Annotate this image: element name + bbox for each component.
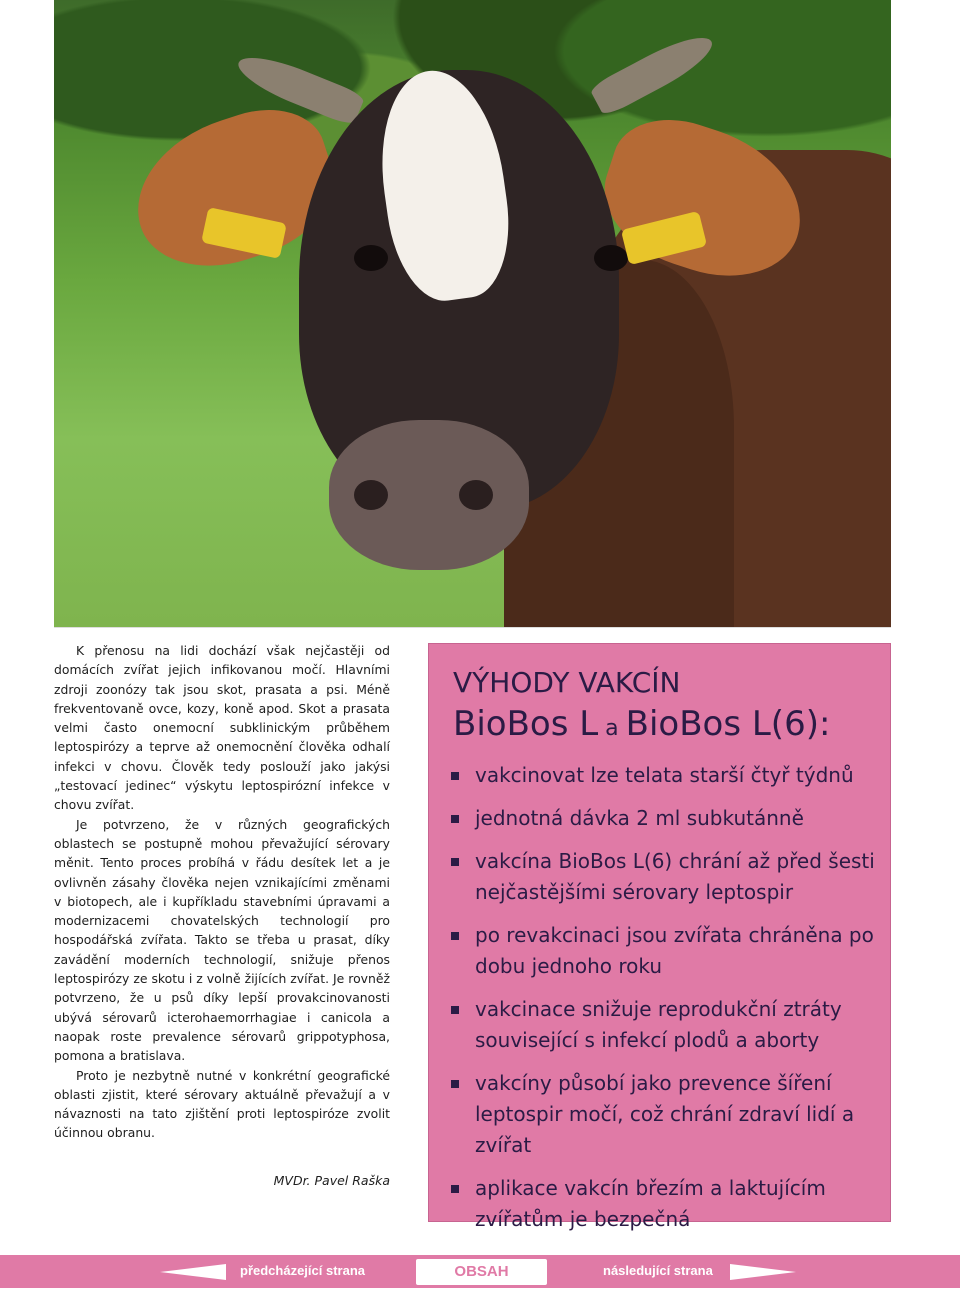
list-item-text: vakcinovat lze telata starší čtyř týdnů <box>475 763 854 787</box>
previous-page-link[interactable]: předcházející strana <box>240 1263 365 1278</box>
list-item <box>447 803 877 834</box>
list-item-text: aplikace vakcín březím a laktujícím zvířatům je bezpečná <box>475 1176 826 1231</box>
square-bullet-icon <box>451 1185 459 1193</box>
square-bullet-icon <box>451 815 459 823</box>
arrow-right-icon[interactable] <box>730 1264 796 1280</box>
cow-left-eye <box>354 245 388 271</box>
article-paragraph-3: Proto je nezbytně nutné v konkrétní geografické oblasti zjistit, které sérovary aktuálně převažují a v návaznosti na tato zjištění proti leptospiróze zvolit účinnou obranu. <box>54 1067 390 1141</box>
cow-right-eye <box>594 245 628 271</box>
advantages-product-title <box>453 704 830 744</box>
list-item-text: vakcína BioBos L(6) chrání až před šesti nejčastějšími sérovary leptospir <box>475 849 875 904</box>
article-text <box>54 641 390 1143</box>
list-item <box>447 760 877 791</box>
advantages-heading: VÝHODY VAKCÍN <box>453 666 681 699</box>
square-bullet-icon <box>451 1006 459 1014</box>
contents-button-label: OBSAH <box>454 1263 509 1280</box>
list-item <box>447 994 877 1056</box>
list-item-text: vakcíny působí jako prevence šíření leptospir močí, což chrání zdraví lidí a zvířat <box>475 1071 855 1157</box>
square-bullet-icon <box>451 932 459 940</box>
list-item <box>447 1173 877 1235</box>
contents-button[interactable] <box>416 1259 547 1285</box>
list-item <box>447 920 877 982</box>
cow-left-nostril <box>354 480 388 510</box>
cow-photo <box>54 0 891 628</box>
square-bullet-icon <box>451 1080 459 1088</box>
article-paragraph-1: K přenosu na lidi dochází však nejčastěji od domácích zvířat jejich infikovanou močí. Hlavními zdroji zoonózy tak jsou skot, prasata a psi. Méně frekventovaně ovce, kozy, koně apod. Skot a prasata velmi často onemocní subklinickým průběhem leptospirózy a teprve až onemocnění člověka odhalí infekci v chovu. Člověk tedy poslouží jako jakýsi „testovací jedinec“ výskytu leptospirózní infekce v chovu zvířat. <box>54 643 390 813</box>
product-conjunction: a <box>598 716 626 741</box>
list-item <box>447 1068 877 1161</box>
list-item <box>447 846 877 908</box>
vaccine-advantages-box <box>428 643 891 1231</box>
list-item-text: po revakcinaci jsou zvířata chráněna po dobu jednoho roku <box>475 923 874 978</box>
article-paragraph-2: Je potvrzeno, že v různých geografických oblastech se postupně mohou převažující sérovary měnit. Tento proces probíhá v řádu desítek let a je ovlivněn zásahy člověka nejen vznikajícími změnami v biotopech, ale i kupříkladu stavebními úpravami a modernizacemi chovatelských technologií pro hospodářská zvířata. Takto se třeba u prasat, díky zavádění moderních technologií, snižuje přenos leptospirózy ze skotu i z volně žijících zvířat. Je rovněž potvrzeno, že u psů díky lepší provakcinovanosti ubývá sérovarů icterohaemorrhagiae i canicola a naopak roste prevalence sérovarů grippotyphosa, pomona a bratislava. <box>54 816 390 1064</box>
square-bullet-icon <box>451 772 459 780</box>
square-bullet-icon <box>451 858 459 866</box>
product-name-2: BioBos L(6): <box>625 704 831 744</box>
product-name-1: BioBos L <box>453 704 599 744</box>
bottom-navigation-bar <box>0 1255 960 1288</box>
cow-right-nostril <box>459 480 493 510</box>
list-item-text: vakcinace snižuje reprodukční ztráty související s infekcí plodů a aborty <box>475 997 842 1052</box>
list-item-text: jednotná dávka 2 ml subkutánně <box>475 806 804 830</box>
article-author: MVDr. Pavel Raška <box>273 1173 390 1188</box>
next-page-link[interactable]: následující strana <box>603 1263 713 1278</box>
arrow-left-icon[interactable] <box>160 1264 226 1280</box>
advantages-list <box>447 760 877 1247</box>
